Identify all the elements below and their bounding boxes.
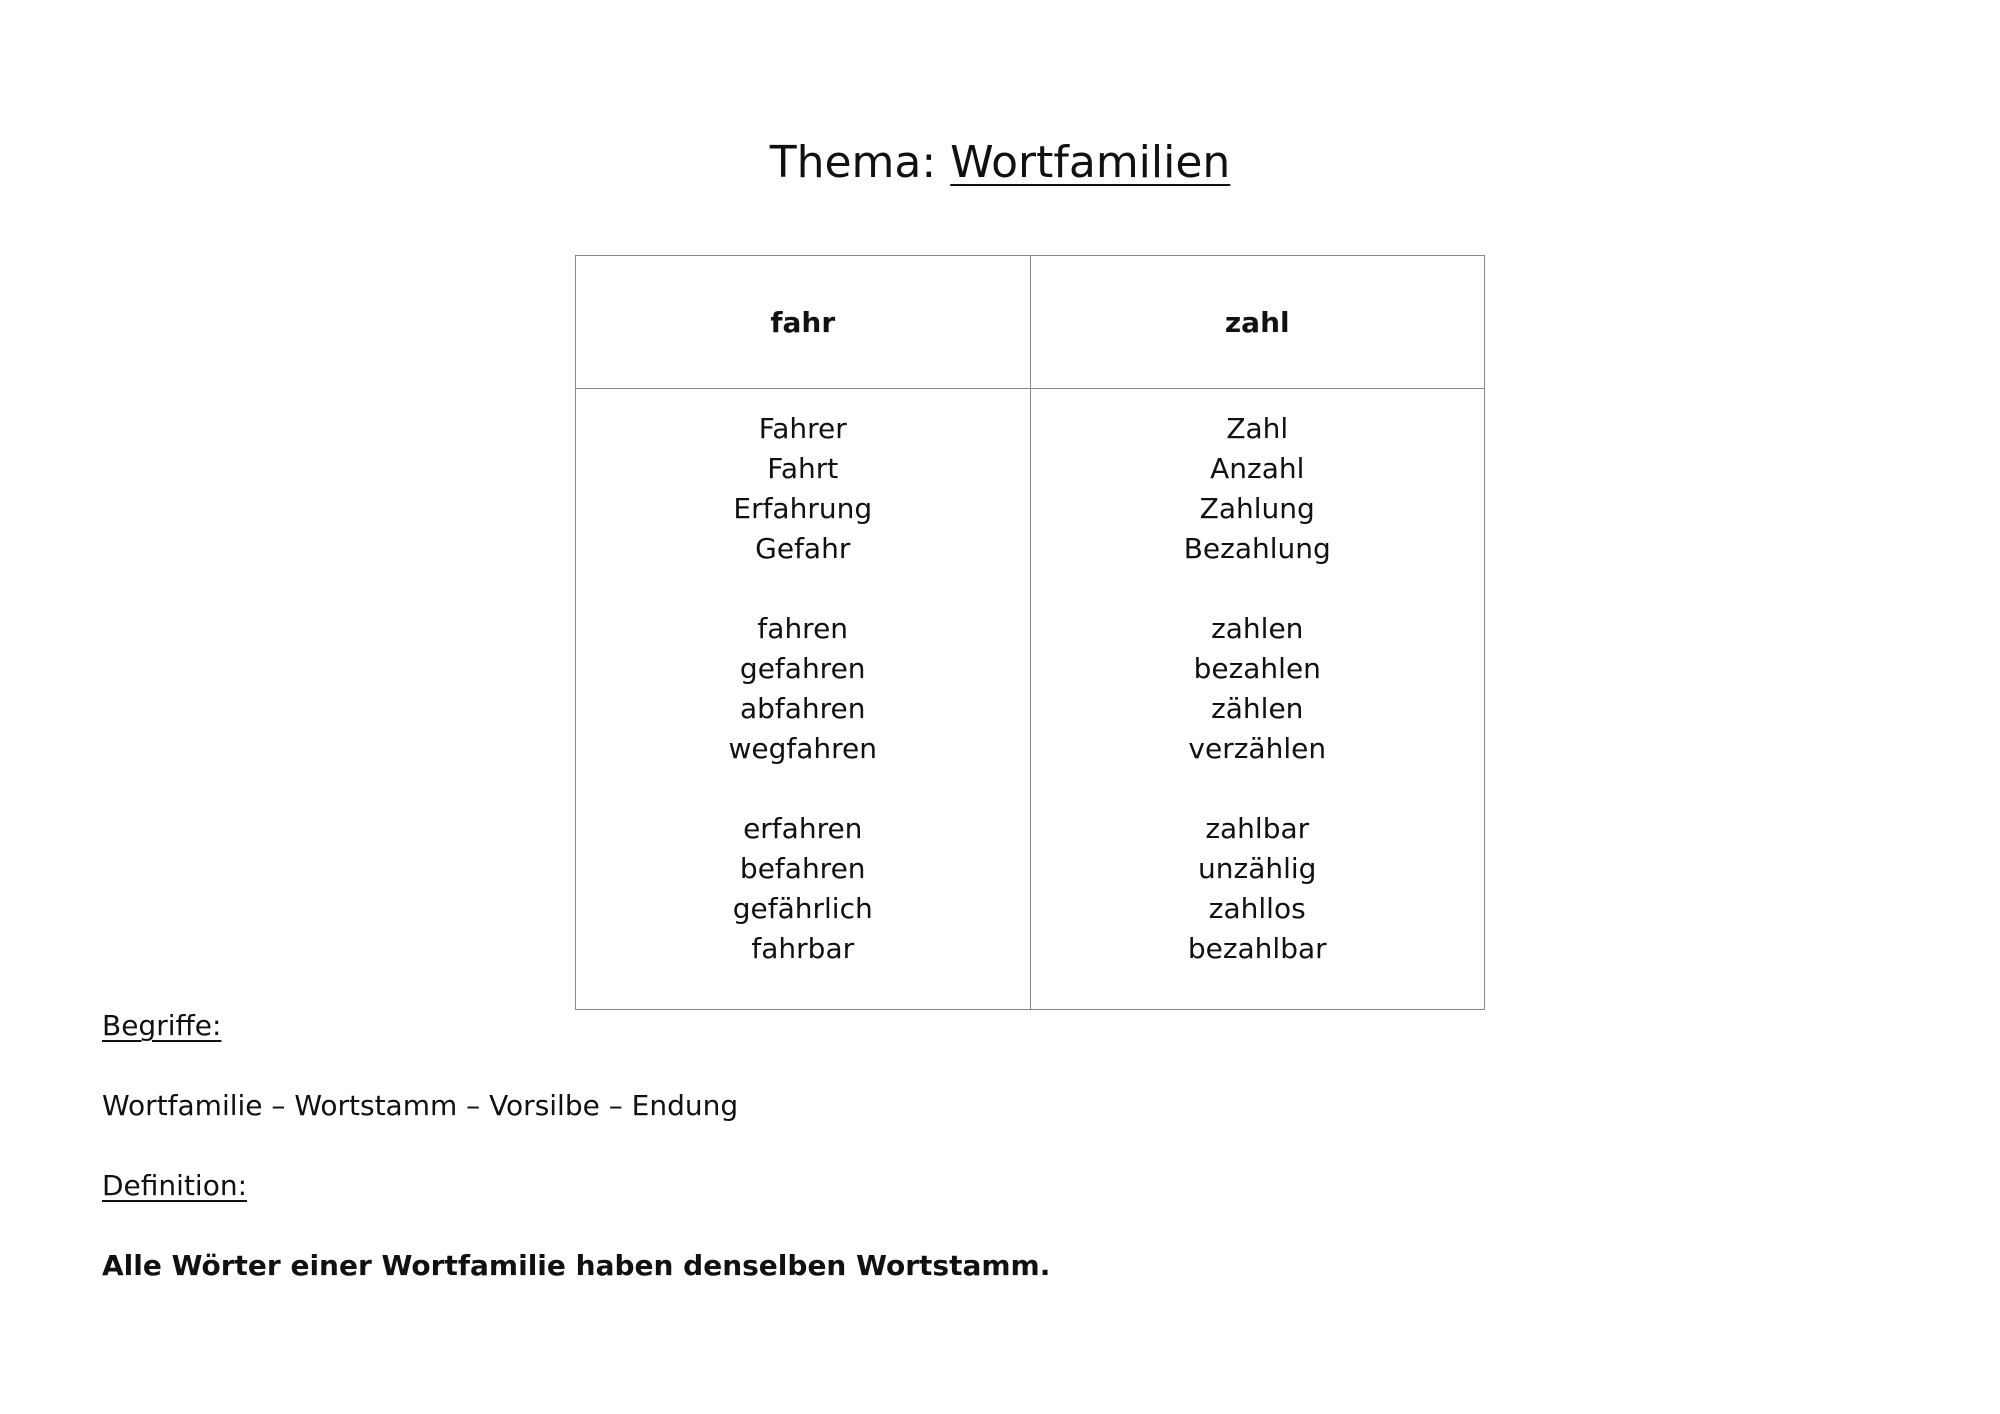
table-body-row <box>576 389 1485 1010</box>
definition-text: Alle Wörter einer Wortfamilie haben denselben Wortstamm. <box>102 1249 1051 1282</box>
word-item: Erfahrung <box>733 492 873 525</box>
definition-label: Definition: <box>102 1169 248 1202</box>
word-item: wegfahren <box>728 732 878 765</box>
word-group-nouns <box>576 409 1030 569</box>
title-prefix: Thema: <box>769 137 937 188</box>
word-item: Zahlung <box>1199 492 1315 525</box>
word-item: gefährlich <box>732 892 873 925</box>
word-family-table <box>575 255 1485 1010</box>
word-item: verzählen <box>1188 732 1327 765</box>
word-item: zählen <box>1211 692 1304 725</box>
word-item: Fahrer <box>758 412 847 445</box>
word-item: bezahlbar <box>1187 932 1327 965</box>
page-title <box>0 135 2000 191</box>
word-item: gefahren <box>739 652 866 685</box>
word-group-verbs <box>1031 609 1485 769</box>
terms-label: Begriffe: <box>102 1009 222 1042</box>
terms-text: Wortfamilie – Wortstamm – Vorsilbe – Endung <box>102 1089 739 1122</box>
column-cell-zahl <box>1030 389 1485 1010</box>
word-item: zahllos <box>1208 892 1306 925</box>
word-item: Gefahr <box>755 532 851 565</box>
word-item: fahren <box>757 612 849 645</box>
word-item: erfahren <box>743 812 863 845</box>
word-item: befahren <box>739 852 866 885</box>
word-item: Fahrt <box>767 452 839 485</box>
word-item: zahlen <box>1211 612 1304 645</box>
word-group-verbs <box>576 609 1030 769</box>
table-header-row <box>576 256 1485 389</box>
word-item: Bezahlung <box>1183 532 1331 565</box>
word-group-mixed <box>1031 809 1485 969</box>
column-header-zahl: zahl <box>1030 256 1485 389</box>
title-topic: Wortfamilien <box>950 137 1231 188</box>
column-cell-fahr <box>576 389 1031 1010</box>
word-item: Anzahl <box>1210 452 1305 485</box>
word-item: Zahl <box>1226 412 1289 445</box>
word-item: unzählig <box>1198 852 1317 885</box>
word-group-mixed <box>576 809 1030 969</box>
word-item: bezahlen <box>1193 652 1321 685</box>
column-header-fahr: fahr <box>576 256 1031 389</box>
word-item: zahlbar <box>1205 812 1310 845</box>
word-group-nouns <box>1031 409 1485 569</box>
word-item: fahrbar <box>751 932 855 965</box>
word-item: abfahren <box>739 692 866 725</box>
